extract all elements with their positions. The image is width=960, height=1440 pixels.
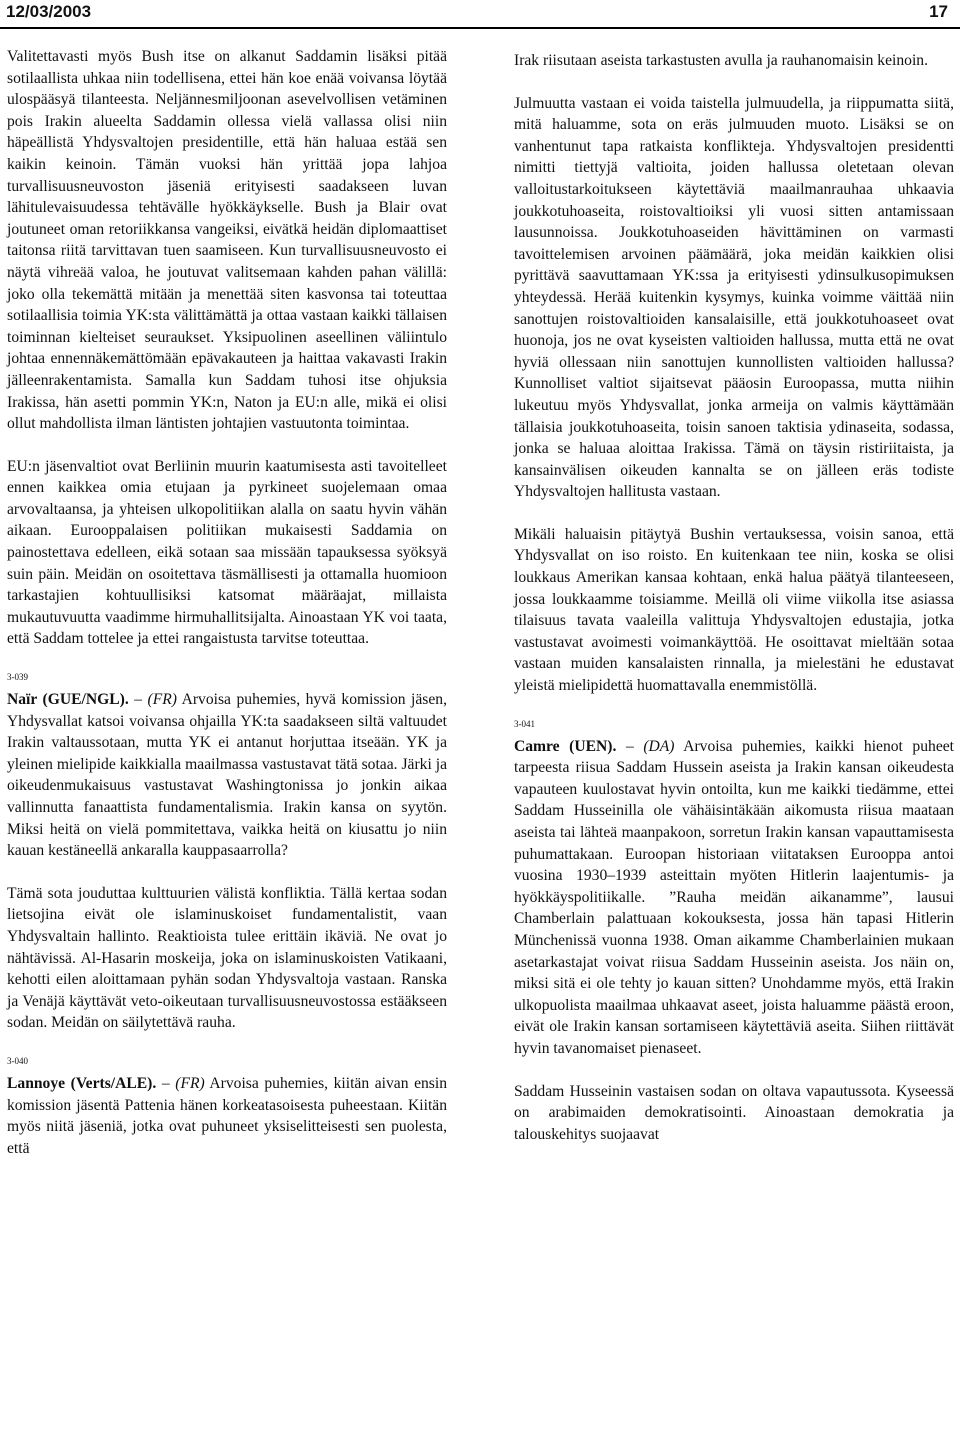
speaker-name: Lannoye (Verts/ALE). [7,1074,157,1092]
page-header [0,0,960,32]
paragraph: Saddam Husseinin vastaisen sodan on oltava vapautussota. Kyseessä on arabimaiden demokratisointi. Ainoastaan demokratia ja talouskehitys suojaavat [514,1082,954,1143]
paragraph: Tämä sota jouduttaa kulttuurien välistä konfliktia. Tällä kertaa sodan lietsojina eivät ole islaminuskoiset fundamentalistit, vaan Yhdysvaltain hallinto. Reaktioista tulee erittäin ikäviä. Ne ovat jo nähtävissä. Al-Hasarin moskeija, joka on islaminuskoisten Vatikaani, kehotti eilen aloittamaan pyhän sodan Yhdysvaltoja vastaan. Ranska ja Venäjä käyttävät veto-oikeutaan turvallisuusneuvostossa estääkseen sodan. Meidän on säilytettävä rauha. [7,884,447,1032]
header-rule [0,27,960,29]
speech-paragraph [514,736,954,1060]
speech-text: Arvoisa puhemies, hyvä komission jäsen, Yhdysvallat katsoi voivansa ohjailla YK:ta saadakseen siltä valtuudet Irakin valtaussotaan, mutta YK ei antanut horjuttaa itseään. YK ja yleinen mielipide kaikkialla maailmassa vastustavat tätä sotaa. Järki ja oikeudenmukaisuus vastustavat Washingtonissa jo jonkin aikaa vallinnutta fanaattista fundamentalismia. Irakin kansa on syytön. Miksi heitä on vielä pommitettava, vaikka heitä on kiusattu jo niin kauan kestäneellä ankaralla kauppasaarrolla? [7,691,447,860]
right-column [514,50,954,1145]
dash: – [156,1074,176,1092]
language-tag: (DA) [643,737,675,755]
paragraph: Valitettavasti myös Bush itse on alkanut Saddamin lisäksi pitää sotilaallista uhkaa niin todellisena, ettei hän koe enää voivansa löytää ulospääsyä tilanteesta. Neljännesmiljoonan asevelvollisen vetäminen pois Irakin alueelta Saddamin ollessa vielä vallassa olisi niin häpeällistä Yhdysvaltojen presidentille, että hän haluaa estää sen kaikin keinoin. Tämän vuoksi hän yrittää jopa lahjoa turvallisuusneuvoston jäseniä erityisesti saadakseen luvan lähitulevaisuudessa tehtävälle hyökkäykselle. Bush ja Blair ovat joutuneet oman retoriikkansa vangeiksi, eivätkä heidän diplomaattiset taitonsa riitä tarvittavan tuen saamiseen. Kun turvallisuusneuvosto ei näytä vihreää valoa, he joutuvat valitsemaan kahden pahan välillä: joko olla tekemättä mitään ja menettää siten kasvonsa tai toteuttaa sotilaallisia toimia YK:sta välittämättä ja ottaa vastaan kaikki tällaisen toiminnan kielteiset seuraukset. Yksipuolinen aseellinen väliintulo johtaa ennennäkemättömään epävakauteen ja haittaa vakavasti Irakin jälleenrakentamista. Samalla kun Saddam tuhosi itse ohjuksia Irakissa, hän asetti pommin YK:n, Naton ja EU:n alle, mikä ei olisi ollut mahdollista ilman läntisten johtajien vastuutonta toimintaa. [7,48,447,433]
speaker-name: Naïr (GUE/NGL). [7,691,129,709]
paragraph: Mikäli haluaisin pitäytyä Bushin vertauksessa, voisin sanoa, että Yhdysvallat on iso roisto. En kuitenkaan tee niin, koska se olisi loukkaus Amerikan kansaa kohtaan, enkä halua päätyä tilanteeseen, jossa loukkaamme toisiamme. Meillä oli viime viikolla itse asiassa tilaisuus tavata vaaleilla valittuja Yhdysvaltojen edustajia, jotka vastustavat avoimesti voimankäyttöä. He osoittavat mieltään sotaa vastaan muiden kansalaisten rinnalla, ja mielestäni he edustavat yleistä mielipidettä huomattavalla enemmistöllä. [514,525,954,695]
paragraph: Irak riisutaan aseista tarkastusten avulla ja rauhanomaisin keinoin. [514,52,928,69]
speech-text: Arvoisa puhemies, kiitän aivan ensin komission jäsentä Pattenia hänen korkeatasoisesta puheestaan. Kiitän myös niitä jäseniä, jotka ovat puhuneet yksiselitteisesti sen puolesta, että [7,1074,447,1157]
left-column [7,46,447,1159]
speech-paragraph [7,1073,447,1159]
speech-code: 3-041 [514,718,535,729]
speech-text: Arvoisa puhemies, kaikki hienot puheet tarpeesta riisua Saddam Hussein aseista ja Irakin kansan oikeudesta vapauteen kuulostavat hyvin ontoilta, kun me kaikki tiedämme, ettei Saddam Husseinilla ole vähäisintäkään aikomusta riisua maataan aseista tai lähteä maanpakoon, sorretun Irakin kansan vapauttamisesta puhumattakaan. Euroopan historiaan viitataksen Eurooppa antoi vuosina 1930–1939 asteittain myöten Hitlerin laajentumis- ja hyökkäyspolitiikalle. ”Rauha meidän aikanamme”, lausui Chamberlain palattuaan kokouksesta, jossa hän tapasi Hitlerin Münchenissä vuonna 1938. Oman aikamme Chamberlainien mukaan asetarkastajat voivat riisua Saddam Husseinin aseista. Jos näin on, miksi sitä ei ole tehty jo kauan sitten? Unohdamme myös, että Irakin ulkopuolista maailmaa uhkaavat aseet, joista haluamme päästä eroon, eivät ole Irakin kansan sortamiseen käytettäviä aseita. Siihen riittävät hyvin tavanomaiset pienaseet. [514,737,955,1057]
page-number: 17 [929,2,948,21]
speech-paragraph [7,689,447,862]
language-tag: (FR) [175,1074,205,1092]
speech-code: 3-040 [7,1055,28,1066]
language-tag: (FR) [147,691,177,709]
paragraph: EU:n jäsenvaltiot ovat Berliinin muurin kaatumisesta asti tavoitelleet ennen kaikkea omia etujaan ja pyrkineet suojelemaan omaa arvovaltaansa, ja yhteisen ulkopolitiikan alalla on saatu hyvin vähän aikaan. Eurooppalaisen politiikan mukaisesti Saddamia on painostettava edelleen, eikä sotaan saa missään tapauksessa syöksyä suin päin. Meidän on osoitettava täsmällisesti ja ottamalla huomioon tarkastajien kohtuullisiksi katsomat määräajat, millaista mukautuvuutta vaadimme hirmuhallitsijalta. Ainoastaan YK voi taata, että Saddam tottelee ja ettei rangaistusta tarvitse toteuttaa. [7,457,447,648]
dash: – [616,737,644,755]
paragraph: Julmuutta vastaan ei voida taistella julmuudella, ja riippumatta siitä, mitä haluamme, sota on eräs julmuuden muoto. Lisäksi se on vanhentunut tapa ratkaista konflikteja. Yhdysvaltojen presidentti nimitti tiettyjä valtioita, joiden hallussa oletetaan olevan valloitustarkoitukseen käytettäviä maailmanrauhaa uhkaavia joukkotuhoaseita, roistovaltioiksi yli vuosi sitten antamissaan lausunnoissa. Joukkotuhoaseiden hävittäminen on varmasti tavoittelemisen arvoinen päämäärä, joka meidän kaikkien olisi pyrittävä saavuttamaan YK:ssa ja erityisesti ydinsulkusopimuksen yhteydessä. Herää kuitenkin kysymys, kuinka voimme väittää niin sanottujen roistovaltioiden kansalaisille, että joukkotuhoaseet ovat huonoja, jos ne ovat kyseisten valtioiden hallussa, mutta että ne ovat hyviä ollessaan niin sanottujen kunnollisten valtioiden hallussa? Kunnolliset valtiot sijaitsevat pääosin Euroopassa, mutta niihin lukeutuu myös Yhdysvallat, jonka armeija on valmis käyttämään tällaisia joukkotuhoaseita, toisin sanoen taktisia ydinaseita, sodassa, jonka se haluaa aloittaa Irakissa. Tämä on täysin ristiriitaista, ja kansainvälisen oikeuden kannalta se on jälleen eräs todiste Yhdysvaltojen hallitusta vastaan. [514,94,954,501]
dash: – [128,691,148,709]
speech-code: 3-039 [7,672,28,683]
speaker-name: Camre (UEN). [514,737,617,755]
header-date: 12/03/2003 [6,2,92,21]
